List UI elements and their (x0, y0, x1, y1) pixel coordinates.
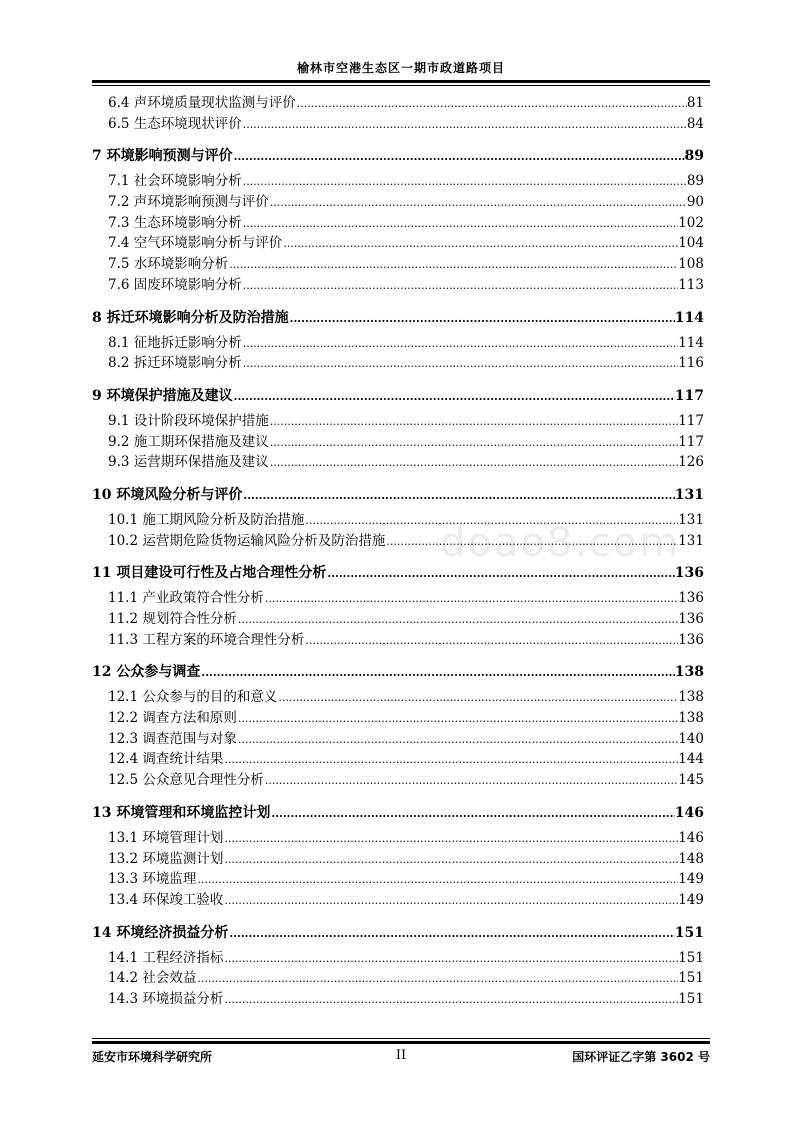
toc-entry-title: 8.1 征地拆迁影响分析 (108, 334, 242, 351)
toc-leader-dots (264, 589, 678, 610)
toc-entry-page: 136 (678, 590, 704, 607)
toc-leader-dots (223, 891, 678, 912)
toc-section-entry[interactable] (92, 171, 704, 192)
toc-entry-page: 151 (674, 924, 704, 941)
toc-leader-dots (242, 276, 678, 297)
toc-entry-title: 7.2 声环境影响预测与评价 (108, 194, 269, 211)
toc-section-entry[interactable] (92, 254, 704, 275)
toc-section-entry[interactable] (92, 192, 704, 213)
toc-entry-title: 14.3 环境损益分析 (108, 990, 224, 1007)
toc-leader-dots (269, 433, 678, 454)
toc-leader-dots (223, 850, 678, 871)
toc-leader-dots (269, 453, 678, 474)
toc-section-entry[interactable] (92, 353, 704, 374)
toc-entry-title: 7.3 生态环境影响分析 (108, 214, 242, 231)
toc-leader-dots (269, 193, 687, 214)
toc-entry-title: 11.3 工程方案的环境合理性分析 (108, 631, 305, 648)
toc-entry-page: 108 (678, 256, 704, 273)
toc-entry-page: 151 (678, 990, 704, 1007)
toc-leader-dots (233, 142, 685, 172)
toc-section-entry[interactable] (92, 114, 704, 135)
toc-entry-title: 11.1 产业政策符合性分析 (108, 590, 264, 607)
toc-entry-page: 89 (684, 148, 704, 165)
toc-entry-page: 136 (678, 631, 704, 648)
toc-chapter-entry[interactable] (92, 918, 704, 948)
toc-leader-dots (385, 532, 678, 553)
toc-entry-title: 14 环境经济损益分析 (92, 924, 229, 941)
toc-leader-dots (326, 559, 674, 589)
toc-leader-dots (270, 799, 674, 829)
toc-entry-page: 104 (678, 235, 704, 252)
toc-leader-dots (289, 304, 675, 334)
toc-leader-dots (223, 949, 678, 970)
toc-section-entry[interactable] (92, 849, 704, 870)
toc-chapter-entry[interactable] (92, 558, 704, 588)
toc-leader-dots (237, 730, 678, 751)
toc-section-entry[interactable] (92, 968, 704, 989)
toc-entry-title: 12 公众参与调查 (92, 664, 201, 681)
toc-section-entry[interactable] (92, 588, 704, 609)
toc-entry-title: 13.3 环境监理 (108, 871, 197, 888)
header-rule-thick (92, 80, 710, 83)
toc-chapter-entry[interactable] (92, 303, 704, 333)
toc-leader-dots (269, 412, 678, 433)
toc-entry-page: 117 (678, 412, 704, 429)
toc-section-entry[interactable] (92, 411, 704, 432)
toc-chapter-entry[interactable] (92, 798, 704, 828)
toc-entry-page: 151 (678, 949, 704, 966)
toc-entry-page: 138 (674, 664, 704, 681)
toc-chapter-entry[interactable] (92, 657, 704, 687)
toc-leader-dots (304, 511, 678, 532)
toc-entry-title: 6.4 声环境质量现状监测与评价 (108, 95, 296, 111)
toc-section-entry[interactable] (92, 630, 704, 651)
toc-entry-page: 148 (678, 850, 704, 867)
page-footer (92, 1048, 710, 1068)
toc-leader-dots (264, 771, 678, 792)
toc-entry-title: 14.1 工程经济指标 (108, 949, 224, 966)
toc-entry-page: 90 (686, 194, 704, 211)
toc-leader-dots (233, 382, 675, 412)
toc-entry-page: 136 (678, 611, 704, 627)
toc-section-entry[interactable] (92, 828, 704, 849)
toc-leader-dots (228, 919, 674, 949)
toc-entry-title: 8 拆迁环境影响分析及防治措施 (92, 309, 289, 326)
toc-entry-title: 12.2 调查方法和原则 (108, 710, 237, 727)
watermark: doao8.com (440, 520, 681, 566)
toc-section-entry[interactable] (92, 333, 704, 354)
toc-entry-title: 14.2 社会效益 (108, 970, 197, 987)
toc-entry-title: 12.1 公众参与的目的和意义 (108, 689, 278, 706)
toc-leader-dots (242, 354, 678, 375)
page-number: II (395, 1048, 407, 1063)
footer-rule-thin (92, 1038, 710, 1039)
toc-entry-title: 6.5 生态环境现状评价 (108, 115, 242, 132)
toc-entry-title: 7 环境影响预测与评价 (92, 148, 233, 165)
toc-entry-title: 10 环境风险分析与评价 (92, 486, 243, 503)
toc-section-entry[interactable] (92, 531, 704, 552)
toc-leader-dots (196, 870, 678, 891)
toc-entry-page: 116 (678, 355, 704, 372)
toc-entry-page: 131 (678, 532, 704, 549)
toc-entry-page: 151 (678, 970, 704, 987)
toc-entry-title: 7.5 水环境影响分析 (108, 256, 229, 273)
table-of-contents (92, 93, 704, 1010)
toc-leader-dots (237, 709, 678, 730)
toc-leader-dots (277, 688, 678, 709)
toc-section-entry[interactable] (92, 452, 704, 473)
toc-entry-title: 7.4 空气环境影响分析与评价 (108, 235, 283, 252)
toc-section-entry[interactable] (92, 890, 704, 911)
toc-entry-page: 114 (678, 334, 704, 351)
footer-certificate: 国环评证乙字第 3602 号 (572, 1050, 710, 1064)
toc-chapter-entry[interactable] (92, 381, 704, 411)
toc-leader-dots (282, 234, 678, 255)
toc-section-entry[interactable] (92, 948, 704, 969)
toc-entry-page: 117 (678, 433, 704, 450)
toc-section-entry[interactable] (92, 213, 704, 234)
toc-leader-dots (242, 214, 678, 235)
toc-section-entry[interactable] (92, 770, 704, 791)
toc-chapter-entry[interactable] (92, 141, 704, 171)
toc-entry-page: 117 (674, 387, 704, 404)
toc-entry-page: 89 (686, 173, 704, 190)
toc-leader-dots (223, 750, 678, 771)
toc-section-entry[interactable] (92, 275, 704, 296)
toc-entry-page: 146 (678, 829, 704, 846)
toc-entry-title: 13.2 环境监测计划 (108, 850, 224, 867)
toc-entry-page: 81 (686, 95, 704, 111)
toc-entry-title: 7.1 社会环境影响分析 (108, 173, 242, 190)
toc-section-entry[interactable] (92, 708, 704, 729)
toc-entry-page: 126 (678, 454, 704, 471)
toc-leader-dots (242, 172, 687, 193)
toc-leader-dots (296, 94, 687, 115)
toc-entry-page: 114 (674, 309, 704, 326)
toc-entry-title: 7.6 固废环境影响分析 (108, 276, 242, 293)
toc-section-entry[interactable] (92, 989, 704, 1010)
toc-leader-dots (242, 115, 687, 136)
toc-section-entry[interactable] (92, 510, 704, 531)
toc-entry-page: 138 (678, 710, 704, 727)
toc-entry-page: 131 (674, 486, 704, 503)
toc-entry-title: 11 项目建设可行性及占地合理性分析 (92, 565, 327, 582)
toc-entry-title: 10.1 施工期风险分析及防治措施 (108, 511, 305, 528)
toc-section-entry[interactable] (92, 749, 704, 770)
toc-section-entry[interactable] (92, 233, 704, 254)
toc-leader-dots (200, 658, 674, 688)
toc-entry-title: 8.2 拆迁环境影响分析 (108, 355, 242, 372)
toc-section-entry[interactable] (92, 93, 704, 114)
toc-entry-title: 12.5 公众意见合理性分析 (108, 772, 264, 789)
toc-section-entry[interactable] (92, 609, 704, 630)
footer-rule-thick (92, 1041, 710, 1044)
toc-entry-title: 9.3 运营期环保措施及建议 (108, 454, 269, 471)
toc-entry-title: 9.1 设计阶段环境保护措施 (108, 412, 269, 429)
toc-leader-dots (196, 969, 678, 990)
toc-leader-dots (223, 829, 678, 850)
toc-entry-title: 9 环境保护措施及建议 (92, 387, 233, 404)
toc-entry-page: 149 (678, 891, 704, 908)
toc-entry-page: 144 (678, 751, 704, 768)
toc-section-entry[interactable] (92, 687, 704, 708)
toc-leader-dots (237, 610, 678, 631)
toc-entry-title: 12.3 调查范围与对象 (108, 730, 237, 747)
toc-entry-page: 102 (678, 214, 704, 231)
page-header-title: 榆林市空港生态区一期市政道路项目 (296, 61, 505, 75)
toc-leader-dots (304, 631, 678, 652)
footer-institute: 延安市环境科学研究所 (92, 1050, 213, 1064)
toc-leader-dots (242, 334, 678, 355)
toc-entry-page: 131 (678, 511, 704, 528)
toc-entry-page: 138 (678, 689, 704, 706)
toc-entry-title: 13.1 环境管理计划 (108, 829, 224, 846)
toc-entry-page: 113 (678, 276, 704, 293)
toc-entry-page: 140 (678, 730, 704, 747)
toc-leader-dots (242, 481, 674, 511)
toc-section-entry[interactable] (92, 869, 704, 890)
toc-entry-title: 10.2 运营期危险货物运输风险分析及防治措施 (108, 532, 386, 549)
toc-entry-page: 136 (674, 565, 704, 582)
toc-entry-title: 12.4 调查统计结果 (108, 751, 224, 768)
toc-chapter-entry[interactable] (92, 480, 704, 510)
toc-entry-page: 146 (674, 804, 704, 821)
toc-entry-page: 84 (686, 115, 704, 132)
toc-entry-title: 11.2 规划符合性分析 (108, 611, 237, 627)
toc-section-entry[interactable] (92, 432, 704, 453)
toc-entry-page: 149 (678, 871, 704, 888)
toc-leader-dots (228, 255, 678, 276)
toc-section-entry[interactable] (92, 729, 704, 750)
header-rule-thin (92, 85, 710, 86)
toc-entry-page: 145 (678, 772, 704, 789)
toc-leader-dots (223, 990, 678, 1011)
toc-entry-title: 13.4 环保竣工验收 (108, 891, 224, 908)
toc-entry-title: 13 环境管理和环境监控计划 (92, 804, 271, 821)
toc-entry-title: 9.2 施工期环保措施及建议 (108, 433, 269, 450)
